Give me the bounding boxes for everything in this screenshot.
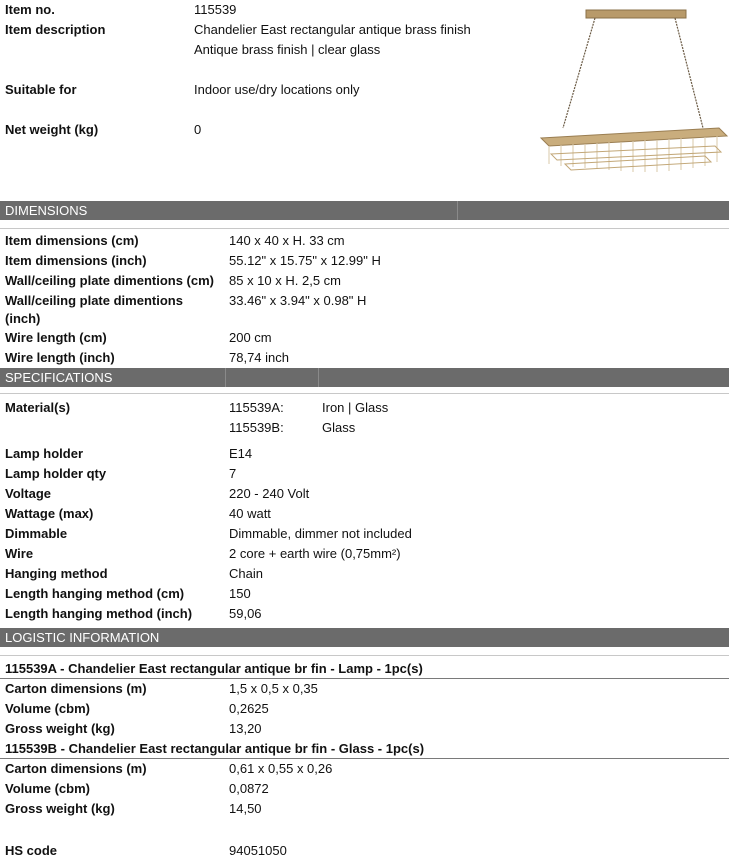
dim-value-2: 85 x 10 x H. 2,5 cm [229,273,341,288]
pkg-a-value-0: 1,5 x 0,5 x 0,35 [229,681,318,696]
dim-label-1: Item dimensions (inch) [5,253,147,268]
logistics-header: LOGISTIC INFORMATION [0,628,729,647]
material-code-b: 115539B: [229,420,284,435]
spec-label-5: Wire [5,546,34,561]
pkg-a-value-2: 13,20 [229,721,262,736]
chain-left [563,18,595,128]
spec-label-8: Length hanging method (inch) [5,606,193,621]
item-description-line2: Antique brass finish | clear glass [194,42,381,57]
spec-value-8: 59,06 [229,606,262,621]
dim-label-3: Wall/ceiling plate dimentions [5,293,183,308]
spec-value-1: 7 [229,466,237,481]
package-a-title: 115539A - Chandelier East rectangular antique br fin - Lamp - 1pc(s) [5,661,423,676]
item-description-label: Item description [5,22,106,37]
pkg-b-value-1: 0,0872 [229,781,269,796]
spec-value-7: 150 [229,586,251,601]
dimensions-header: DIMENSIONS [0,201,729,220]
item-description-line1: Chandelier East rectangular antique brass finish [194,22,471,37]
frame-top [541,128,727,146]
pkg-a-label-1: Volume (cbm) [5,701,90,716]
dim-value-0: 140 x 40 x H. 33 cm [229,233,345,248]
material-value-b: Glass [322,420,356,435]
spec-value-4: Dimmable, dimmer not included [229,526,412,541]
ceiling-plate [586,10,686,18]
dim-value-4: 200 cm [229,330,272,345]
spec-label-4: Dimmable [5,526,68,541]
dim-value-1: 55.12" x 15.75" x 12.99" H [229,253,381,268]
pkg-b-label-2: Gross weight (kg) [5,801,115,816]
spec-label-1: Lamp holder qty [5,466,107,481]
pkg-b-value-0: 0,61 x 0,55 x 0,26 [229,761,333,776]
pkg-a-label-0: Carton dimensions (m) [5,681,147,696]
material-code-a: 115539A: [229,400,284,415]
spec-value-2: 220 - 240 Volt [229,486,310,501]
spec-label-3: Wattage (max) [5,506,94,521]
dim-label-4: Wire length (cm) [5,330,107,345]
pkg-a-label-2: Gross weight (kg) [5,721,115,736]
spec-label-2: Voltage [5,486,51,501]
product-image [535,4,729,184]
spec-value-3: 40 watt [229,506,271,521]
material-value-a: Iron | Glass [322,400,389,415]
pkg-b-value-2: 14,50 [229,801,262,816]
net-weight-value: 0 [194,122,202,137]
net-weight-label: Net weight (kg) [5,122,99,137]
spec-value-6: Chain [229,566,263,581]
spec-label-7: Length hanging method (cm) [5,586,185,601]
spec-value-5: 2 core + earth wire (0,75mm²) [229,546,401,561]
materials-label: Material(s) [5,400,71,415]
pkg-b-label-1: Volume (cbm) [5,781,90,796]
item-no-label: Item no. [5,2,55,17]
dim-label-3-line2: (inch) [5,311,41,326]
pkg-b-label-0: Carton dimensions (m) [5,761,147,776]
suitable-for-value: Indoor use/dry locations only [194,82,360,97]
dim-label-0: Item dimensions (cm) [5,233,139,248]
spec-label-6: Hanging method [5,566,108,581]
hs-code-value: 94051050 [229,843,287,858]
dim-value-5: 78,74 inch [229,350,289,365]
chain-right [675,18,703,128]
spec-label-0: Lamp holder [5,446,84,461]
specifications-header: SPECIFICATIONS [0,368,729,387]
spec-value-0: E14 [229,446,253,461]
dim-value-3: 33.46" x 3.94" x 0.98" H [229,293,367,308]
dim-label-5: Wire length (inch) [5,350,115,365]
package-b-title: 115539B - Chandelier East rectangular antique br fin - Glass - 1pc(s) [5,741,425,756]
hs-code-label: HS code [5,843,58,858]
pkg-a-value-1: 0,2625 [229,701,269,716]
dim-label-2: Wall/ceiling plate dimentions (cm) [5,273,214,288]
item-no-value: 115539 [194,2,237,17]
suitable-for-label: Suitable for [5,82,77,97]
